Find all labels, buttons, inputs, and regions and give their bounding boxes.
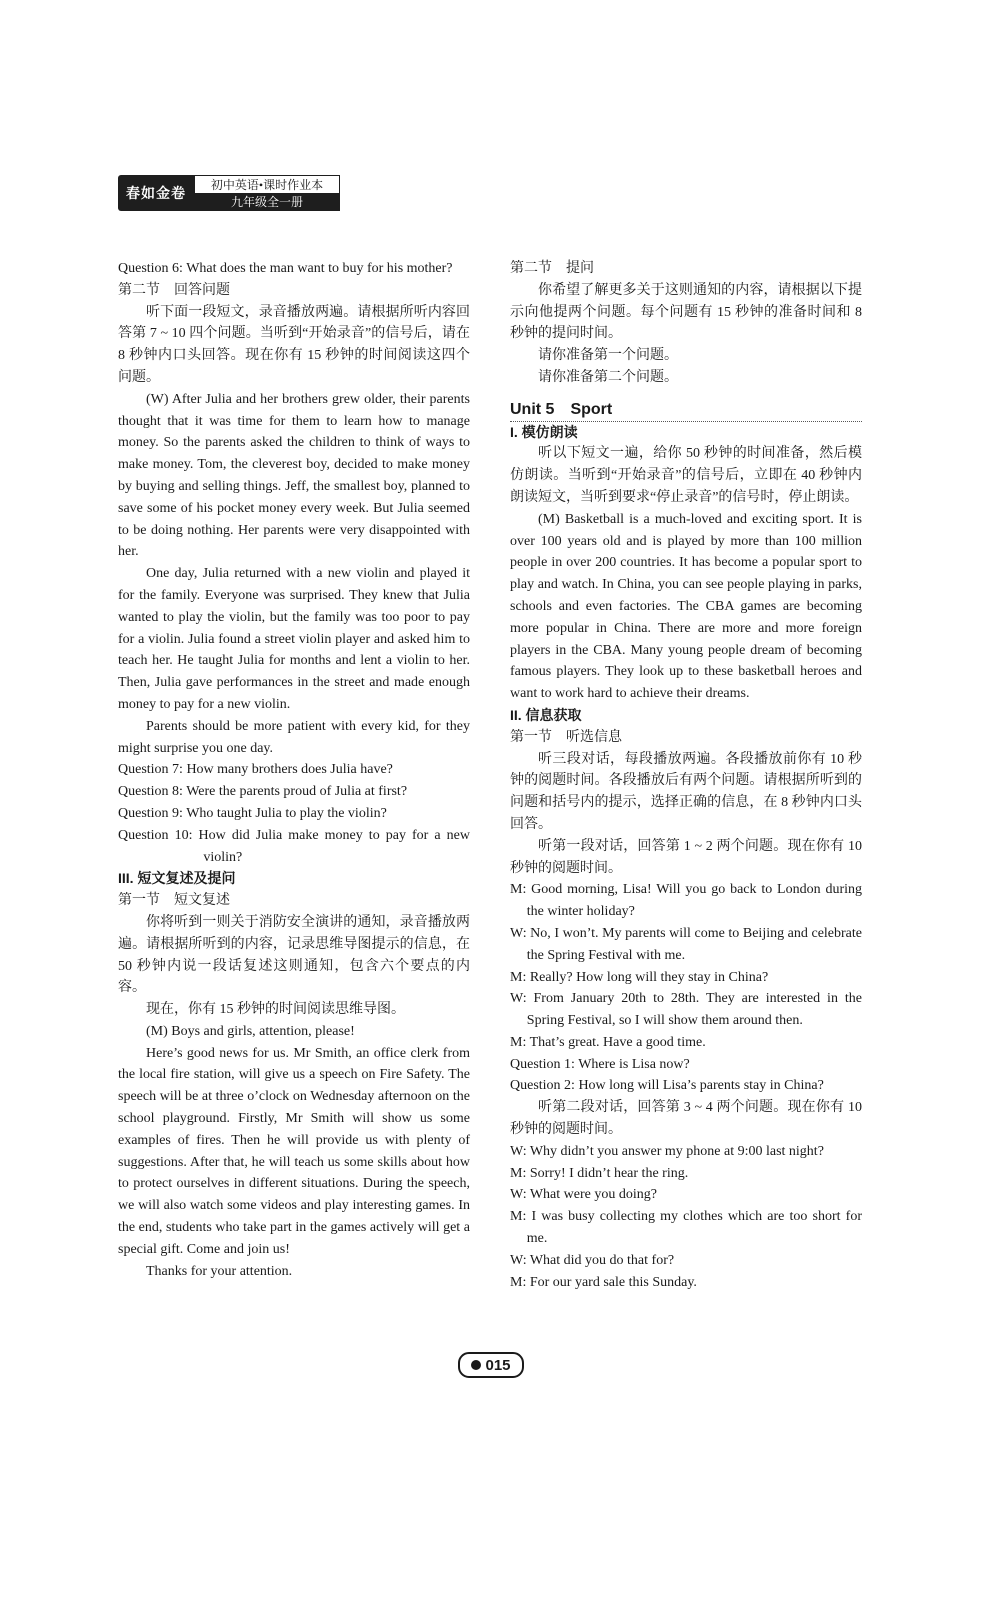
part-heading: II. 信息获取 xyxy=(510,706,582,723)
section-retell: 第一节 短文复述 xyxy=(118,893,230,909)
dialogue-line: M: Good morning, Lisa! Will you go back to London during the winter holiday? xyxy=(510,882,862,920)
dialogue-intro: 听第二段对话，回答第 3 ~ 4 两个问题。现在你有 10 秒钟的阅题时间。 xyxy=(510,1100,862,1138)
section-intro: 你将听到一则关于消防安全演讲的通知，录音播放两遍。请根据所听到的内容，记录思维导图提示的信息，在 50 秒钟内说一段话复述这则通知，包含六个要点的内容。 xyxy=(118,914,470,996)
dialogue-intro: 听第一段对话，回答第 1 ~ 2 两个问题。现在你有 10 秒钟的阅题时间。 xyxy=(510,838,862,876)
left-column xyxy=(118,258,470,1282)
book-grade: 九年级全一册 xyxy=(195,193,339,210)
question-9: Question 9: Who taught Julia to play the violin? xyxy=(118,805,387,821)
section-intro: 听以下短文一遍，给你 50 秒钟的时间准备，然后模仿朗读。当听到“开始录音”的信号后，立即在 40 秒钟内朗读短文，当听到要求“停止录音”的信号时，停止朗读。 xyxy=(510,446,862,505)
dialogue-line: W: What were you doing? xyxy=(510,1187,657,1203)
question-8: Question 8: Were the parents proud of Julia at first? xyxy=(118,784,408,800)
reading-passage: (M) Basketball is a much-loved and exciting sport. It is over 100 years old and is played by more than 100 million people in over 200 countries. It has become a popular sport to play and watch. In China, you can see people playing in parks, schools and even factories. The CBA games are becoming more popular in China. There are more and more foreign players in the CBA. Many young people dream of becoming famous players. They look up to these basketball heroes and want to work hard to achieve their dreams. xyxy=(510,511,862,702)
page-number xyxy=(458,1352,524,1378)
passage-paragraph: Parents should be more patient with every kid, for they might surprise you one day. xyxy=(118,718,470,756)
section-intro: 听三段对话，每段播放两遍。各段播放前你有 10 秒钟的阅题时间。各段播放后有两个问题。请根据所听到的问题和括号内的提示，选择正确的信息，在 8 秒钟内口头回答。 xyxy=(510,751,862,832)
unit-title: Unit 5 Sport xyxy=(510,399,862,422)
section-time: 现在，你有 15 秒钟的时间阅读思维导图。 xyxy=(146,1002,405,1018)
dialogue-line: W: No, I won’t. My parents will come to Beijing and celebrate the Spring Festival with me. xyxy=(510,925,862,963)
dialogue-line: M: That’s great. Have a good time. xyxy=(510,1034,706,1050)
question-10: Question 10: How did Julia make money to pay for a new violin? xyxy=(118,827,470,865)
section-ask: 第二节 提问 xyxy=(510,261,594,276)
part-heading: I. 模仿朗读 xyxy=(510,423,578,440)
brand-logo: 春如金卷 xyxy=(118,175,194,211)
dialogue-line: W: From January 20th to 28th. They are interested in the Spring Festival, so I will show them around then. xyxy=(510,991,862,1029)
section-answer-questions: 第二节 回答问题 xyxy=(118,282,230,298)
dialogue-question: Question 2: How long will Lisa’s parents stay in China? xyxy=(510,1078,824,1094)
prep-line: 请你准备第二个问题。 xyxy=(538,369,678,385)
dialogue-line: M: Really? How long will they stay in China? xyxy=(510,969,769,985)
prep-line: 请你准备第一个问题。 xyxy=(538,348,678,364)
page-number-text: 015 xyxy=(485,1356,511,1374)
dialogue-line: M: I was busy collecting my clothes which are too short for me. xyxy=(510,1209,862,1247)
passage-paragraph: One day, Julia returned with a new violin and played it for the family. Everyone was surprised. They knew that Julia wanted to play the violin, but the family was too poor to pay for a violin. Julia found a street violin player and asked him to teach her. He taught Julia for months and lent a violin to her. Then, Julia gave performances in the street and made enough money to pay for a new violin. xyxy=(118,566,470,712)
passage-paragraph: (W) After Julia and her brothers grew older, their parents thought that it was time for them to learn how to manage money. So the parents asked the children to think of ways to make money. Tom, the cleverest boy, decided to make money by buying and selling things. Jeff, the smallest boy, planned to save some of his pocket money every week. But Julia seemed to be doing nothing. Her parents were very disappointed with her. xyxy=(118,391,470,560)
question-6: Question 6: What does the man want to buy for his mother? xyxy=(118,261,453,276)
part-heading: III. 短文复述及提问 xyxy=(118,870,236,887)
right-column xyxy=(510,258,862,1293)
speech-paragraph: Here’s good news for us. Mr Smith, an office clerk from the local fire station, will give us a speech on Fire Safety. The speech will be at three o’clock on Wednesday afternoon on the school playground. Firstly, Mr Smith will show us some examples of fires. Then he will provide us with plenty of suggestions. After that, he will teach us some skills about how to protect ourselves in different situations. During the speech, we will also watch some videos and play interesting games. In the end, students who take part in the games actively will get a special gift. Come and join us! xyxy=(118,1045,470,1257)
dialogue-line: W: What did you do that for? xyxy=(510,1252,675,1268)
speech-line: Thanks for your attention. xyxy=(146,1263,293,1279)
speech-line: (M) Boys and girls, attention, please! xyxy=(146,1023,355,1039)
page-dot-icon xyxy=(471,1360,481,1370)
dialogue-line: M: For our yard sale this Sunday. xyxy=(510,1274,697,1290)
question-7: Question 7: How many brothers does Julia have? xyxy=(118,762,393,778)
section-intro: 听下面一段短文，录音播放两遍。请根据所听内容回答第 7 ~ 10 四个问题。当听到“开始录音”的信号后，请在 8 秒钟内口头回答。现在你有 15 秒钟的时间阅读这四个问题。 xyxy=(118,304,470,385)
dialogue-question: Question 1: Where is Lisa now? xyxy=(510,1056,690,1072)
dialogue-line: M: Sorry! I didn’t hear the ring. xyxy=(510,1165,689,1181)
book-header xyxy=(118,175,340,211)
dialogue-line: W: Why didn’t you answer my phone at 9:00 last night? xyxy=(510,1143,824,1159)
section-listen-select: 第一节 听选信息 xyxy=(510,729,622,745)
book-title: 初中英语•课时作业本 xyxy=(195,176,339,193)
section-intro: 你希望了解更多关于这则通知的内容，请根据以下提示向他提两个问题。每个问题有 15 秒钟的准备时间和 8 秒钟的提问时间。 xyxy=(510,282,862,342)
